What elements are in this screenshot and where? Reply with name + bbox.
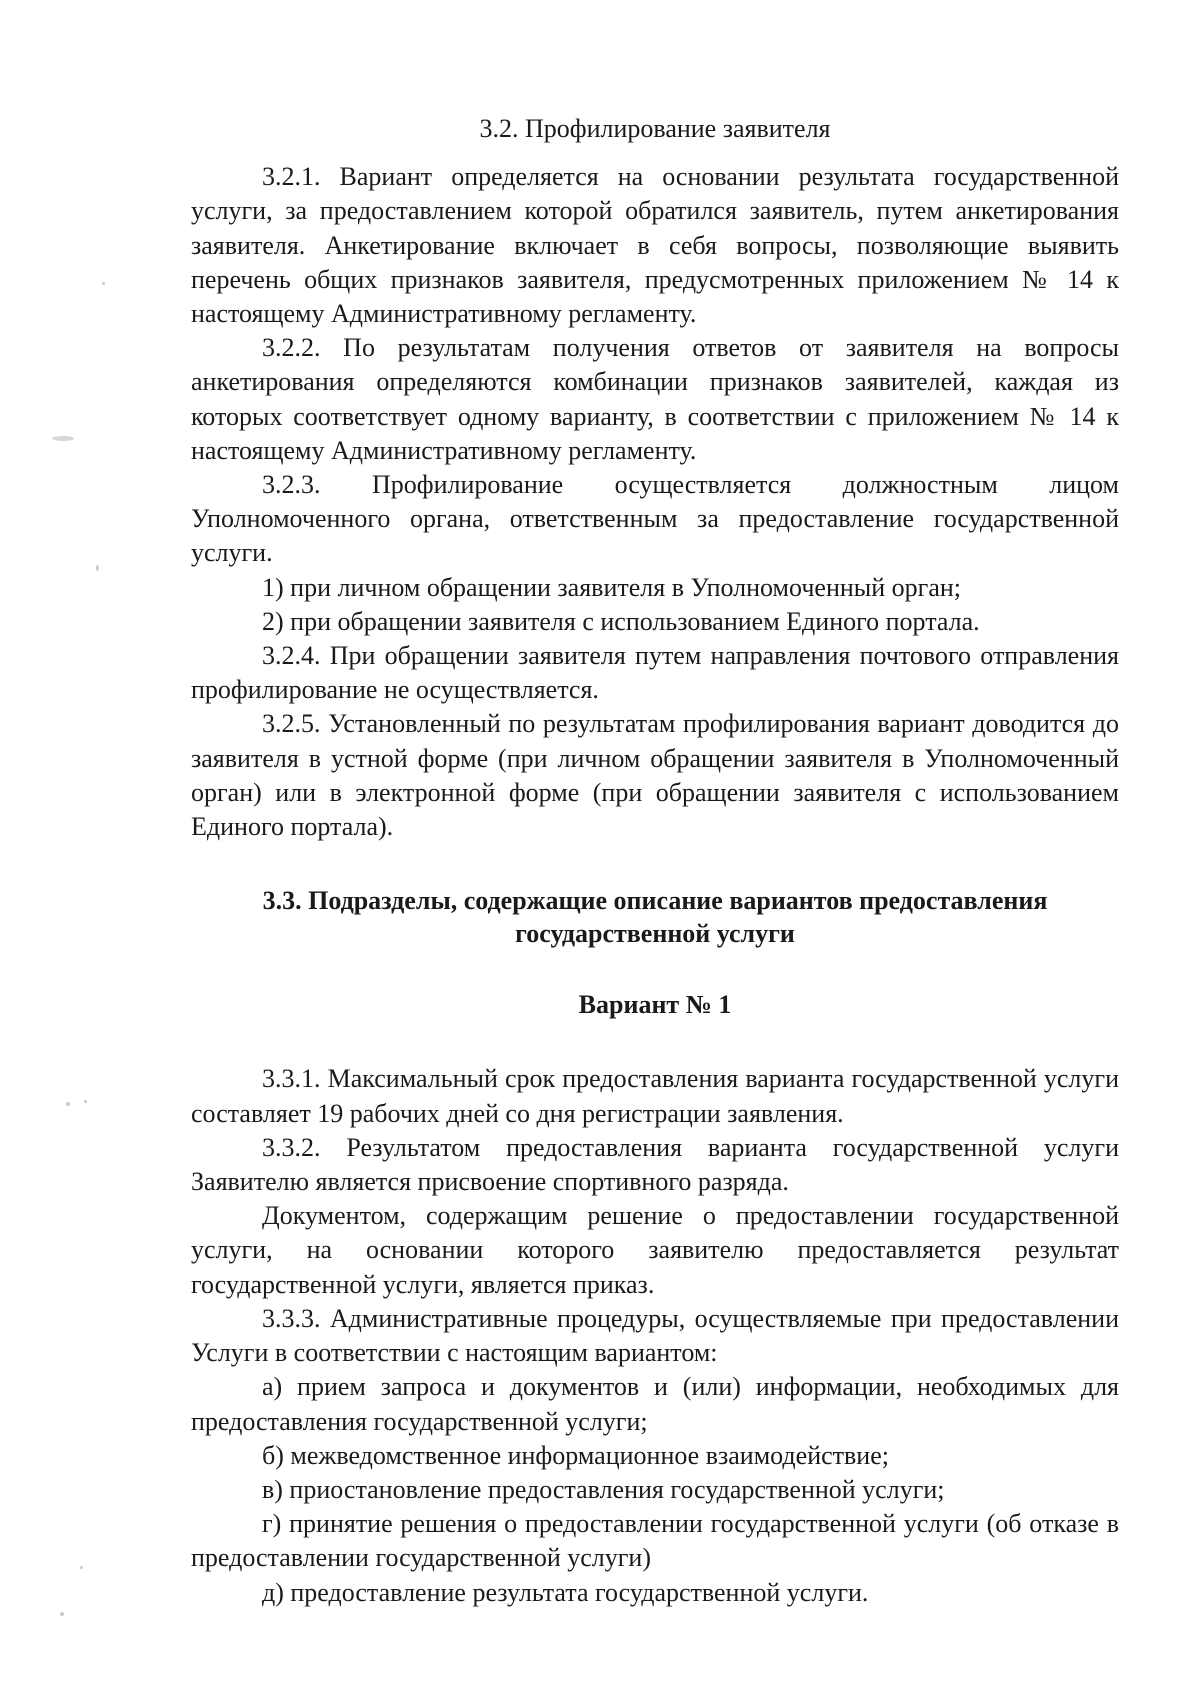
procedure-item-v: в) приостановление предоставления государственной услуги; [262,1474,945,1504]
paragraph-3-2-2: 3.2.2. По результатам получения ответов от заявителя на вопросы анкетирования определяются комбинации признаков заявителей, каждая из которых соответствует одному варианту, в соответствии с приложением № 14 к настоящему Административному регламенту. [191,333,1119,465]
paragraph-3-2-5: 3.2.5. Установленный по результатам профилирования вариант доводится до заявителя в устной форме (при личном обращении заявителя в Уполномоченный орган) или в электронной форме (при обращении заявителя с использованием Единого портала). [191,709,1119,842]
procedure-item-g: г) принятие решения о предоставлении государственной услуги (об отказе в предоставлении государственной услуги) [191,1509,1119,1573]
procedure-item-a: а) прием запроса и документов и (или) информации, необходимых для предоставления государственной услуги; [191,1372,1119,1436]
document-page [191,112,1119,1610]
list-item-2: 2) при обращении заявителя с использованием Единого портала. [262,606,980,636]
paragraph-3-3-3: 3.3.3. Административные процедуры, осуществляемые при предоставлении Услуги в соответствии с настоящим вариантом: [191,1303,1119,1368]
procedure-item-d: д) предоставление результата государственной услуги. [262,1577,869,1607]
section-3-2-title: 3.2. Профилирование заявителя [479,114,831,143]
variant-title: Вариант № 1 [578,990,732,1020]
procedure-item-b: б) межведомственное информационное взаимодействие; [262,1440,889,1470]
paragraph-3-2-4: 3.2.4. При обращении заявителя путем направления почтового отправления профилирование не осуществляется. [191,641,1119,705]
list-item-1: 1) при личном обращении заявителя в Уполномоченный орган; [262,572,962,602]
section-3-3-title-line-1: 3.3. Подразделы, содержащие описание вариантов предоставления [262,886,1048,916]
paragraph-result-document: Документом, содержащим решение о предоставлении государственной услуги, на основании которого заявителю предоставляется результат государственной услуги, является приказ. [191,1201,1119,1299]
paragraph-3-3-1: 3.3.1. Максимальный срок предоставления варианта государственной услуги составляет 19 рабочих дней со дня регистрации заявления. [191,1064,1119,1128]
paragraph-3-3-2: 3.3.2. Результатом предоставления варианта государственной услуги Заявителю является присвоение спортивного разряда. [191,1132,1119,1197]
paragraph-3-2-1: 3.2.1. Вариант определяется на основании результата государственной услуги, за предоставлением которой обратился заявитель, путем анкетирования заявителя. Анкетирование включает в себя вопросы, позволяющие выявить перечень общих признаков заявителя, предусмотренных приложением № 14 к настоящему Административному регламенту. [191,162,1119,329]
section-3-3-title [191,884,1119,950]
section-3-3-title-line-2: государственной услуги [515,919,795,949]
paragraph-3-2-3: 3.2.3. Профилирование осуществляется должностным лицом Уполномоченного органа, ответственным за предоставление государственной услуги. [191,470,1119,568]
